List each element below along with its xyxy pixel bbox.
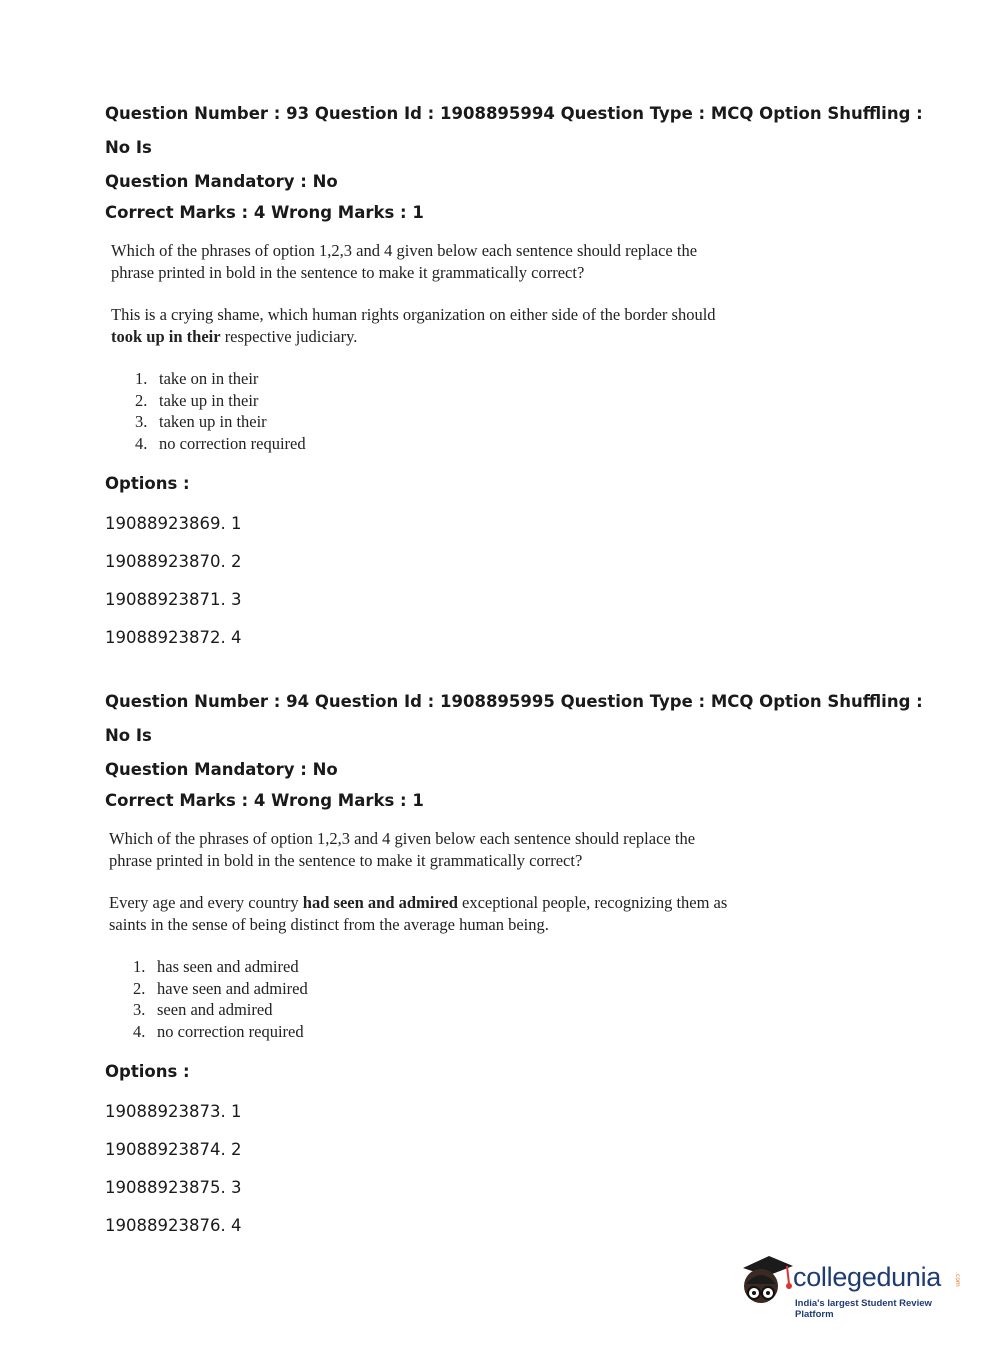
choice-item: 1. has seen and admired bbox=[133, 957, 299, 976]
choice-item: 3. seen and admired bbox=[133, 1000, 273, 1019]
collegedunia-logo bbox=[735, 1250, 965, 1320]
question-content bbox=[109, 828, 925, 1042]
question-93 bbox=[105, 97, 925, 657]
options-list bbox=[105, 1093, 925, 1245]
sentence-line: This is a crying shame, which human rights organization on either side of the border should bbox=[111, 305, 716, 324]
option-item: 19088923871. 3 bbox=[105, 590, 242, 609]
stem-line: Which of the phrases of option 1,2,3 and 4 given below each sentence should replace the bbox=[111, 241, 698, 260]
choice-list bbox=[133, 956, 925, 1042]
question-content bbox=[111, 240, 925, 454]
choice-item: 1. take on in their bbox=[135, 369, 259, 388]
option-item: 19088923870. 2 bbox=[105, 552, 242, 571]
question-header-line2: Question Mandatory : No bbox=[105, 172, 338, 191]
choice-item: 3. taken up in their bbox=[135, 412, 267, 431]
logo-tagline: India's largest Student Review Platform bbox=[795, 1298, 932, 1320]
bold-phrase: had seen and admired bbox=[302, 893, 458, 912]
options-title: Options : bbox=[105, 1062, 190, 1081]
bold-phrase: took up in their bbox=[111, 327, 221, 346]
option-item: 19088923872. 4 bbox=[105, 628, 242, 647]
question-header-line1: Question Number : 93 Question Id : 1908895994 Question Type : MCQ Option Shuffling : No Is bbox=[105, 104, 923, 157]
choice-item: 2. take up in their bbox=[135, 390, 259, 410]
option-item: 19088923869. 1 bbox=[105, 514, 242, 533]
choice-item: 4. no correction required bbox=[135, 433, 306, 453]
option-item: 19088923876. 4 bbox=[105, 1216, 242, 1235]
question-94 bbox=[105, 685, 925, 1245]
question-header-line1: Question Number : 94 Question Id : 1908895995 Question Type : MCQ Option Shuffling : No Is bbox=[105, 692, 923, 745]
choice-item: 2. have seen and admired bbox=[133, 978, 308, 998]
stem-line: phrase printed in bold in the sentence to make it grammatically correct? bbox=[109, 851, 583, 870]
question-header-line2: Question Mandatory : No bbox=[105, 760, 338, 779]
options-list bbox=[105, 505, 925, 657]
marks-line: Correct Marks : 4 Wrong Marks : 1 bbox=[105, 203, 424, 222]
marks-line: Correct Marks : 4 Wrong Marks : 1 bbox=[105, 791, 424, 810]
option-item: 19088923873. 1 bbox=[105, 1102, 242, 1121]
choice-list bbox=[135, 368, 925, 454]
option-item: 19088923874. 2 bbox=[105, 1140, 242, 1159]
sentence-line: Every age and every country had seen and admired exceptional people, recognizing them as bbox=[109, 893, 728, 912]
sentence-line: saints in the sense of being distinct from the average human being. bbox=[109, 915, 549, 934]
mascot-icon bbox=[735, 1250, 795, 1320]
stem-line: phrase printed in bold in the sentence to make it grammatically correct? bbox=[111, 263, 585, 282]
choice-item: 4. no correction required bbox=[133, 1021, 304, 1041]
logo-wordmark: collegedunia bbox=[793, 1262, 942, 1292]
stem-line: Which of the phrases of option 1,2,3 and 4 given below each sentence should replace the bbox=[109, 829, 696, 848]
logo-suffix: .com bbox=[954, 1272, 961, 1287]
sentence-line: took up in their respective judiciary. bbox=[111, 327, 358, 346]
options-title: Options : bbox=[105, 474, 190, 493]
option-item: 19088923875. 3 bbox=[105, 1178, 242, 1197]
